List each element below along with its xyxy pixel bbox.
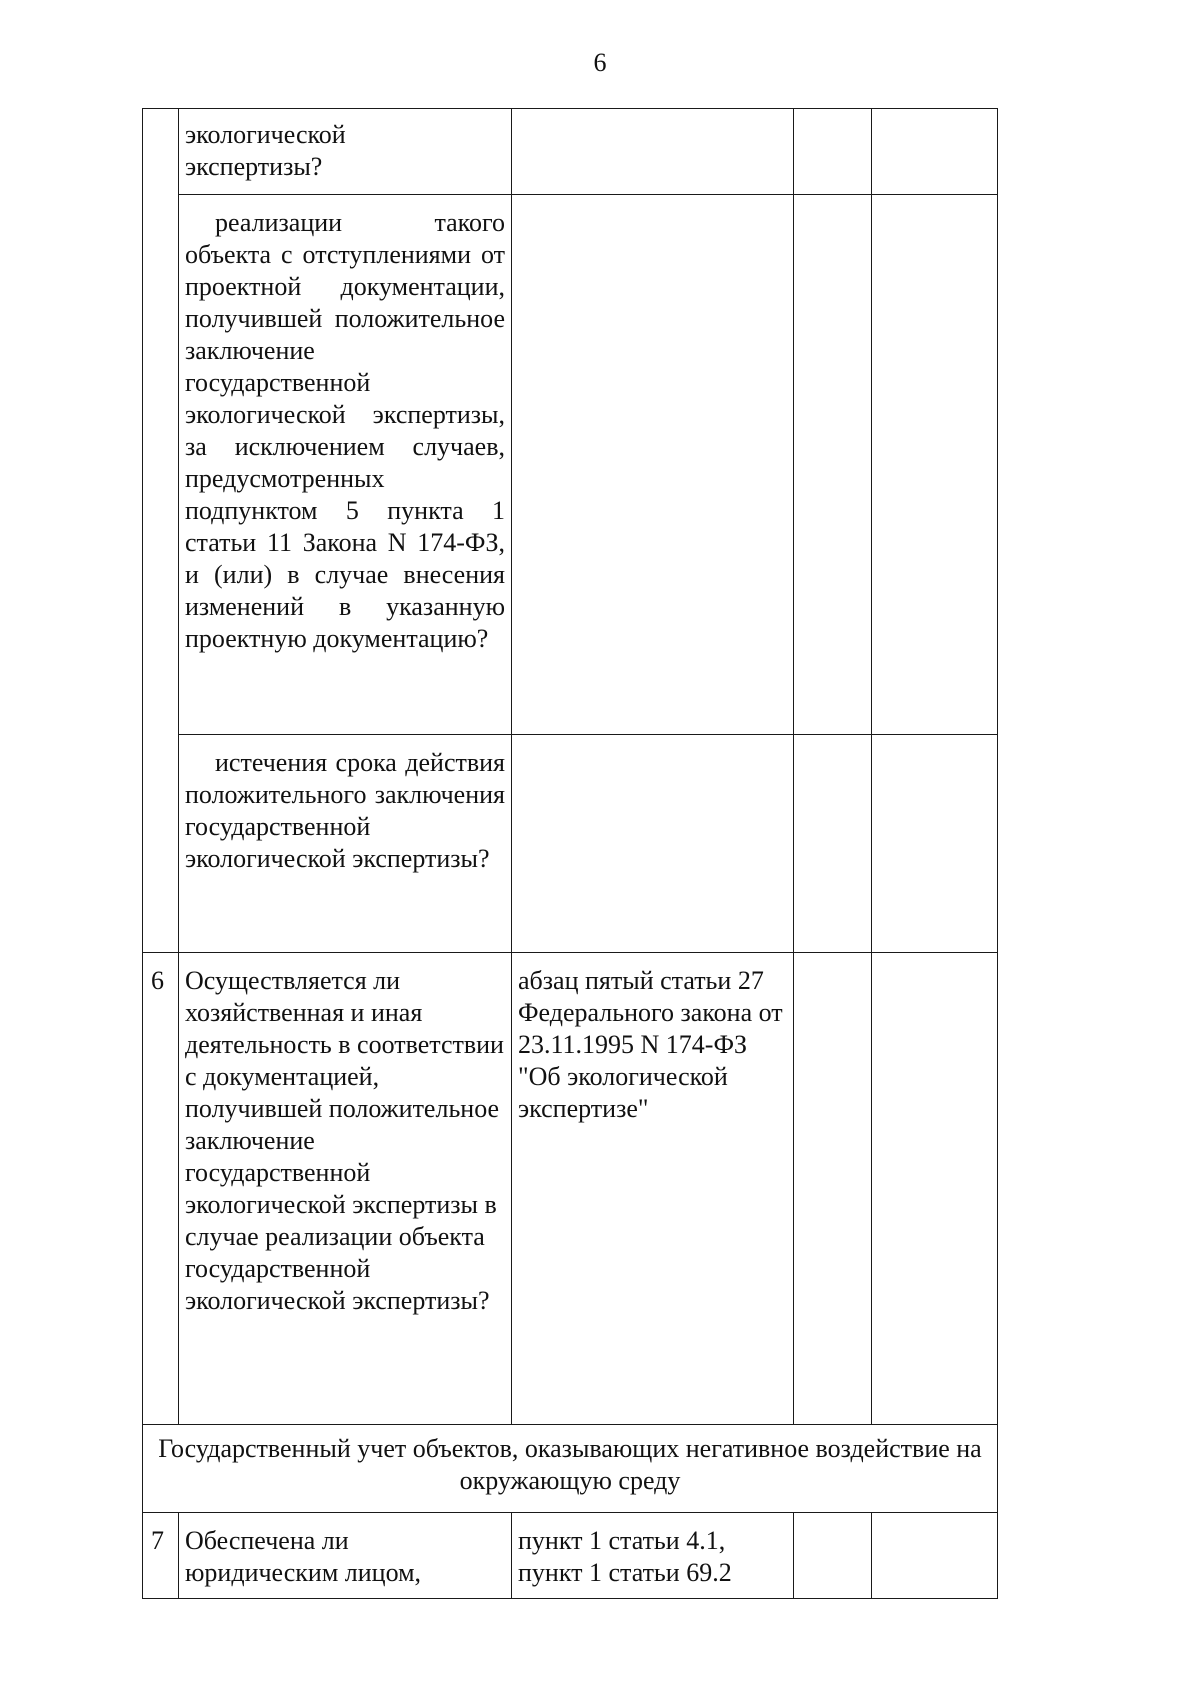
mark-cell	[794, 195, 872, 735]
row-number: 7	[143, 1513, 179, 1599]
note-cell	[872, 953, 998, 1425]
reference-cell	[512, 195, 794, 735]
table-row	[143, 953, 998, 1425]
reference-cell	[512, 109, 794, 195]
table-row	[143, 735, 998, 953]
note-cell	[872, 735, 998, 953]
page-number: 6	[593, 48, 607, 77]
question-cell	[179, 195, 512, 735]
table-row	[143, 109, 998, 195]
table-row	[143, 195, 998, 735]
question-text: истечения срока действия положительного заключения государственной экологической экспертизы?	[185, 748, 505, 873]
question-text: реализации такого объекта с отступлениями от проектной документации, получившей положительное заключение государственной экологической экспертизы, за исключением случаев, предусмотренных подпунктом 5 пункта 1 статьи 11 Закона N 174-ФЗ, и (или) в случае внесения изменений в указанную проектную документацию?	[185, 208, 505, 653]
reference-cell	[512, 735, 794, 953]
reference-cell	[512, 1513, 794, 1599]
table-row	[143, 1425, 998, 1513]
section-heading: Государственный учет объектов, оказывающих негативное воздействие на окружающую среду	[143, 1425, 998, 1513]
table-row	[143, 1513, 998, 1599]
note-cell	[872, 195, 998, 735]
question-text: Обеспечена ли юридическим лицом,	[185, 1526, 422, 1587]
question-text: Осуществляется ли хозяйственная и иная деятельность в соответствии с документацией, получившей положительное заключение государственной экологической экспертизы в случае реализации объекта государственной экологической экспертизы?	[185, 966, 504, 1315]
reference-text: абзац пятый статьи 27 Федерального закона от 23.11.1995 N 174-ФЗ "Об экологической экспертизе"	[518, 966, 783, 1123]
reference-cell	[512, 953, 794, 1425]
question-cell	[179, 109, 512, 195]
checklist-table	[142, 108, 998, 1599]
mark-cell	[794, 1513, 872, 1599]
row-number: 6	[143, 953, 179, 1425]
num-cell	[143, 109, 179, 953]
question-cell	[179, 735, 512, 953]
note-cell	[872, 109, 998, 195]
note-cell	[872, 1513, 998, 1599]
question-text: экологической экспертизы?	[185, 120, 346, 181]
mark-cell	[794, 735, 872, 953]
mark-cell	[794, 109, 872, 195]
question-cell	[179, 1513, 512, 1599]
question-cell	[179, 953, 512, 1425]
mark-cell	[794, 953, 872, 1425]
reference-text: пункт 1 статьи 4.1, пункт 1 статьи 69.2	[518, 1526, 732, 1587]
